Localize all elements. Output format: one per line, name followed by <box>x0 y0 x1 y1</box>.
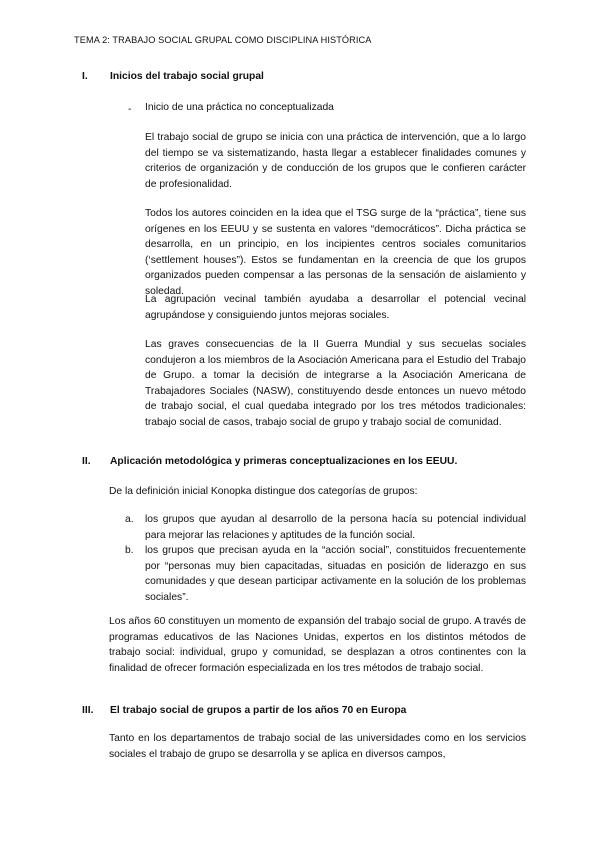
list-marker: a. <box>125 514 134 525</box>
section-number: II. <box>82 456 91 467</box>
paragraph: Todos los autores coinciden en la idea que el TSG surge de la “práctica”, tiene sus orígenes en los EEUU y se sustenta en valores “democráticos”. Dicha práctica se desarrolla, en un principio, en los incipientes centros sociales comunitarios (‘settlement houses”). Estos se fundamentan en la creencia de que los grupos organizados pueden compensar a las personas de la sensación de aislamiento y soledad. <box>145 208 526 297</box>
section-title: El trabajo social de grupos a partir de los años 70 en Europa <box>110 705 407 716</box>
list-dash: - <box>128 104 132 115</box>
paragraph: Los años 60 constituyen un momento de expansión del trabajo social de grupo. A través de programas educativos de las Naciones Unidas, expertos en los distintos métodos de trabajo social: individual, grupo y comunidad, se desplazan a otros continentes con la finalidad de ofrecer formación especializada en los tres métodos de trabajo social. <box>109 616 526 674</box>
paragraph: Las graves consecuencias de la II Guerra Mundial y sus secuelas sociales condujeron a los miembros de la Asociación Americana para el Estudio del Trabajo de Grupo. a tomar la decisión de integrarse a la Asociación Americana de Trabajadores Sociales (NASW), constituyendo desde entonces un nuevo método de trabajo social, el cual quedaba integrado por los tres métodos tradicionales: trabajo social de casos, trabajo social de grupo y trabajo social de comunidad. <box>145 339 526 428</box>
list-item-text: los grupos que precisan ayuda en la “acción social”, constituidos frecuentemente por “personas muy bien capacitadas, situadas en posición de liderazgo en sus comunidades y que desean participar activamente en la solución de los problemas sociales”. <box>145 545 526 603</box>
list-item-text: los grupos que ayudan al desarrollo de la persona hacía su potencial individual para mejorar las relaciones y aptitudes de la función social. <box>145 514 526 541</box>
section-title: Aplicación metodológica y primeras conceptualizaciones en los EEUU. <box>110 456 458 467</box>
section-number: I. <box>82 71 88 82</box>
paragraph: De la definición inicial Konopka distingue dos categorías de grupos: <box>109 486 418 497</box>
paragraph: Tanto en los departamentos de trabajo social de las universidades como en los servicios sociales el trabajo de grupo se desarrolla y se aplica en diversos campos, <box>109 733 526 760</box>
list-item <box>125 512 526 543</box>
page-header: TEMA 2: TRABAJO SOCIAL GRUPAL COMO DISCIPLINA HISTÓRICA <box>74 35 372 45</box>
section-number: III. <box>82 705 94 716</box>
paragraph: La agrupación vecinal también ayudaba a desarrollar el potencial vecinal agrupándose y consiguiendo juntos mejoras sociales. <box>145 294 526 321</box>
list-item <box>125 543 526 605</box>
subtitle: Inicio de una práctica no conceptualizada <box>145 102 334 113</box>
list-marker: b. <box>125 545 134 556</box>
paragraph: El trabajo social de grupo se inicia con una práctica de intervención, que a lo largo del tiempo se va sistematizando, hasta llegar a establecer finalidades comunes y criterios de organización y de conducción de los grupos que le confieren carácter de profesionalidad. <box>145 132 526 190</box>
section-title: Inicios del trabajo social grupal <box>110 71 264 82</box>
